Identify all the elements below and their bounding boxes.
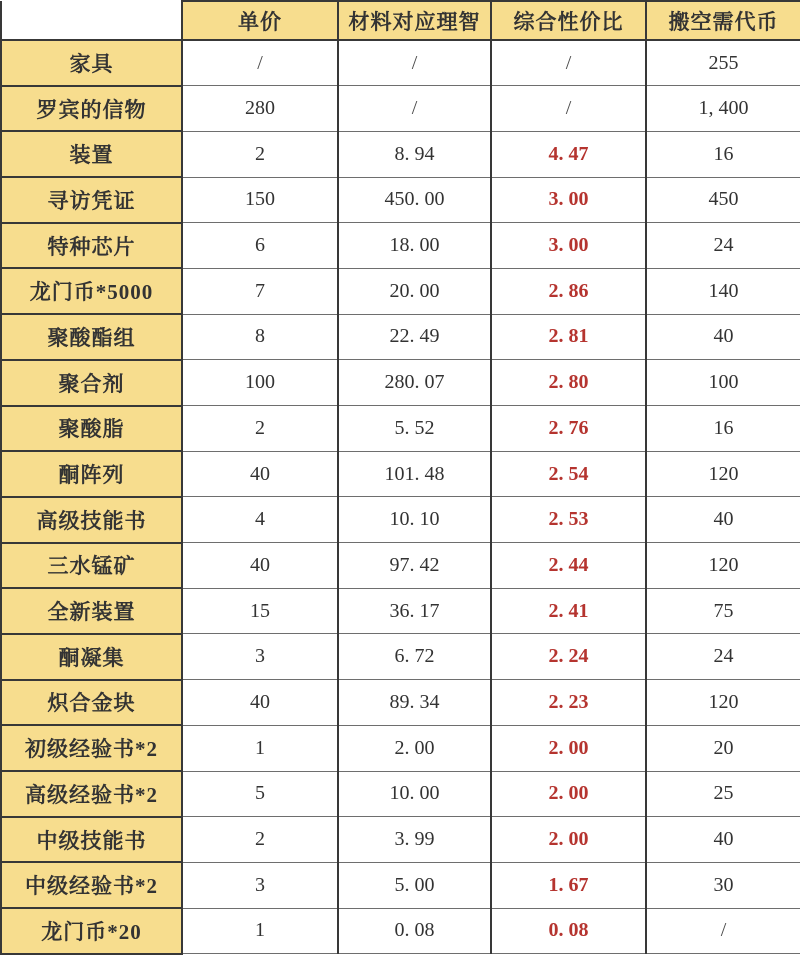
- corner-cell: [1, 1, 182, 40]
- tokens-cell: 40: [646, 497, 800, 543]
- value-ratio-cell: 2. 53: [491, 497, 646, 543]
- item-label-cell: 酮凝集: [1, 634, 182, 680]
- value-ratio-cell: 2. 81: [491, 314, 646, 360]
- unit-price-cell: 7: [182, 268, 338, 314]
- material-sanity-cell: 20. 00: [338, 268, 491, 314]
- table-row: [1, 680, 800, 726]
- table-row: [1, 497, 800, 543]
- table-row: [1, 86, 800, 132]
- material-sanity-cell: /: [338, 40, 491, 86]
- item-label-cell: 初级经验书*2: [1, 725, 182, 771]
- item-label-cell: 中级经验书*2: [1, 862, 182, 908]
- table-row: [1, 451, 800, 497]
- value-ratio-cell: 2. 00: [491, 771, 646, 817]
- material-sanity-cell: 10. 10: [338, 497, 491, 543]
- value-ratio-cell: 2. 54: [491, 451, 646, 497]
- item-label-cell: 中级技能书: [1, 817, 182, 863]
- header-material-sanity: 材料对应理智: [338, 1, 491, 40]
- item-label-cell: 罗宾的信物: [1, 86, 182, 132]
- material-sanity-cell: 22. 49: [338, 314, 491, 360]
- value-ratio-cell: 2. 80: [491, 360, 646, 406]
- tokens-cell: 450: [646, 177, 800, 223]
- material-sanity-cell: 5. 52: [338, 406, 491, 452]
- unit-price-cell: 40: [182, 680, 338, 726]
- value-ratio-cell: 0. 08: [491, 908, 646, 954]
- unit-price-cell: 6: [182, 223, 338, 269]
- material-sanity-cell: 280. 07: [338, 360, 491, 406]
- table-row: [1, 634, 800, 680]
- material-sanity-cell: /: [338, 86, 491, 132]
- value-ratio-cell: 2. 76: [491, 406, 646, 452]
- unit-price-cell: 2: [182, 406, 338, 452]
- tokens-cell: 25: [646, 771, 800, 817]
- unit-price-cell: 2: [182, 817, 338, 863]
- value-ratio-cell: 2. 44: [491, 543, 646, 589]
- tokens-cell: 75: [646, 588, 800, 634]
- tokens-cell: 120: [646, 543, 800, 589]
- unit-price-cell: 100: [182, 360, 338, 406]
- value-ratio-cell: 3. 00: [491, 223, 646, 269]
- item-label-cell: 龙门币*20: [1, 908, 182, 954]
- tokens-cell: 16: [646, 131, 800, 177]
- tokens-cell: 24: [646, 223, 800, 269]
- table-row: [1, 588, 800, 634]
- value-ratio-cell: 2. 24: [491, 634, 646, 680]
- tokens-cell: 120: [646, 451, 800, 497]
- item-label-cell: 炽合金块: [1, 680, 182, 726]
- item-label-cell: 全新装置: [1, 588, 182, 634]
- item-label-cell: 三水锰矿: [1, 543, 182, 589]
- table-row: [1, 177, 800, 223]
- material-sanity-cell: 18. 00: [338, 223, 491, 269]
- unit-price-cell: 15: [182, 588, 338, 634]
- item-label-cell: 高级技能书: [1, 497, 182, 543]
- item-label-cell: 聚酸酯组: [1, 314, 182, 360]
- material-sanity-cell: 450. 00: [338, 177, 491, 223]
- header-overall-value-ratio: 综合性价比: [491, 1, 646, 40]
- table-row: [1, 223, 800, 269]
- unit-price-cell: 150: [182, 177, 338, 223]
- table-row: [1, 406, 800, 452]
- unit-price-cell: 280: [182, 86, 338, 132]
- unit-price-cell: 40: [182, 451, 338, 497]
- item-label-cell: 家具: [1, 40, 182, 86]
- unit-price-cell: /: [182, 40, 338, 86]
- table-row: [1, 862, 800, 908]
- table-row: [1, 725, 800, 771]
- header-tokens-to-clear: 搬空需代币: [646, 1, 800, 40]
- material-sanity-cell: 6. 72: [338, 634, 491, 680]
- unit-price-cell: 3: [182, 862, 338, 908]
- table-row: [1, 360, 800, 406]
- tokens-cell: 40: [646, 817, 800, 863]
- unit-price-cell: 2: [182, 131, 338, 177]
- value-ratio-cell: 3. 00: [491, 177, 646, 223]
- material-sanity-cell: 36. 17: [338, 588, 491, 634]
- item-label-cell: 酮阵列: [1, 451, 182, 497]
- value-ratio-cell: 1. 67: [491, 862, 646, 908]
- header-row: [1, 1, 800, 40]
- value-ratio-cell: 2. 86: [491, 268, 646, 314]
- unit-price-cell: 3: [182, 634, 338, 680]
- table-row: [1, 131, 800, 177]
- tokens-cell: /: [646, 908, 800, 954]
- unit-price-cell: 4: [182, 497, 338, 543]
- table-body: [1, 40, 800, 954]
- value-ratio-cell: 2. 00: [491, 725, 646, 771]
- material-sanity-cell: 10. 00: [338, 771, 491, 817]
- material-sanity-cell: 0. 08: [338, 908, 491, 954]
- unit-price-cell: 8: [182, 314, 338, 360]
- value-ratio-cell: 2. 00: [491, 817, 646, 863]
- tokens-cell: 140: [646, 268, 800, 314]
- unit-price-cell: 1: [182, 725, 338, 771]
- table-row: [1, 771, 800, 817]
- tokens-cell: 255: [646, 40, 800, 86]
- material-sanity-cell: 97. 42: [338, 543, 491, 589]
- value-ratio-cell: 4. 47: [491, 131, 646, 177]
- unit-price-cell: 1: [182, 908, 338, 954]
- tokens-cell: 20: [646, 725, 800, 771]
- tokens-cell: 30: [646, 862, 800, 908]
- item-label-cell: 聚酸脂: [1, 406, 182, 452]
- table-row: [1, 817, 800, 863]
- material-sanity-cell: 5. 00: [338, 862, 491, 908]
- item-label-cell: 聚合剂: [1, 360, 182, 406]
- tokens-cell: 40: [646, 314, 800, 360]
- tokens-cell: 100: [646, 360, 800, 406]
- material-sanity-cell: 101. 48: [338, 451, 491, 497]
- header-unit-price: 单价: [182, 1, 338, 40]
- tokens-cell: 1, 400: [646, 86, 800, 132]
- table-row: [1, 543, 800, 589]
- table-row: [1, 314, 800, 360]
- value-ratio-cell: 2. 41: [491, 588, 646, 634]
- item-label-cell: 高级经验书*2: [1, 771, 182, 817]
- value-ratio-cell: 2. 23: [491, 680, 646, 726]
- material-sanity-cell: 89. 34: [338, 680, 491, 726]
- tokens-cell: 24: [646, 634, 800, 680]
- material-sanity-cell: 8. 94: [338, 131, 491, 177]
- value-ratio-cell: /: [491, 86, 646, 132]
- table-row: [1, 40, 800, 86]
- tokens-cell: 120: [646, 680, 800, 726]
- material-sanity-cell: 3. 99: [338, 817, 491, 863]
- item-label-cell: 装置: [1, 131, 182, 177]
- item-label-cell: 龙门币*5000: [1, 268, 182, 314]
- unit-price-cell: 5: [182, 771, 338, 817]
- tokens-cell: 16: [646, 406, 800, 452]
- material-sanity-cell: 2. 00: [338, 725, 491, 771]
- table-row: [1, 268, 800, 314]
- unit-price-cell: 40: [182, 543, 338, 589]
- value-ratio-cell: /: [491, 40, 646, 86]
- item-label-cell: 寻访凭证: [1, 177, 182, 223]
- table-row: [1, 908, 800, 954]
- item-label-cell: 特种芯片: [1, 223, 182, 269]
